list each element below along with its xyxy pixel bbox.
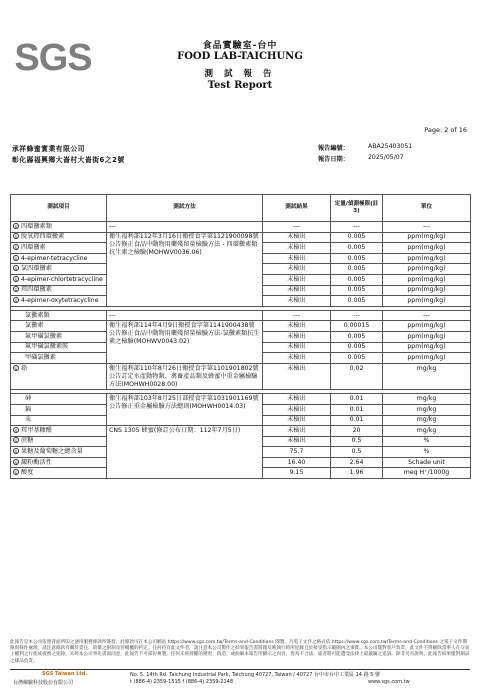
footer-divider — [10, 669, 470, 670]
test-item-name: 汞 — [25, 416, 32, 424]
sgs-logo — [14, 36, 92, 76]
accreditation-mark-icon: S — [14, 365, 18, 371]
accreditation-mark-icon: S — [14, 223, 18, 229]
test-method-cell: 衛生福利部114年4月9日衛授食字第1141900438號公告修正食品中動物用藥殘留量檢驗方法-氯黴素類抗生素之檢驗(MOHWV0043.02) — [107, 321, 263, 363]
accreditation-mark-icon: S — [14, 255, 18, 261]
test-item-name: 4-epimer-oxytetracycline — [21, 296, 99, 304]
footer-contact: t (886-4) 2359-1515 f (886-4) 2359-2148 — [130, 679, 234, 685]
client-name: 承祥蜂蜜實業有限公司 — [12, 145, 85, 153]
test-item-name: 果糖及葡萄糖之總含量 — [21, 448, 83, 456]
page-number: Page: 2 of 16 — [424, 126, 467, 134]
unit-cell: ppm(mg/kg) — [383, 285, 471, 296]
report-date: 2025/05/07 — [368, 154, 404, 161]
sgs-logo-text: SGS — [14, 37, 92, 76]
test-item-name: 甲磺氯黴素 — [25, 353, 56, 361]
unit-cell: ppm(mg/kg) — [383, 353, 471, 364]
test-item-cell — [11, 232, 107, 243]
test-item-name: 4-epimer-chlortetracycline — [21, 275, 103, 283]
limit-cell: 0.005 — [331, 253, 383, 264]
report-date-label: 報告日期： — [318, 156, 349, 163]
test-method-cell: CNS 1305 蜂蜜(修訂公布日期：112年7月5日) — [107, 426, 263, 479]
unit-cell: --- — [383, 310, 471, 321]
limit-cell: 2.64 — [331, 457, 383, 468]
test-result-cell: 未檢出 — [263, 353, 331, 364]
unit-cell: ppm(mg/kg) — [383, 274, 471, 285]
test-method-cell: 衛生福利部103年8月25日部授食字第1031901169號公告修正重金屬檢驗方法總則(MOHWH0014.03) — [107, 394, 263, 426]
footer-company-cn: 台灣檢驗科技股份有限公司 — [13, 680, 74, 686]
test-result-cell: 未檢出 — [263, 274, 331, 285]
test-method-cell: 衛生福利部112年3月16日衛授食字第1121900098號公告修正食品中動物用藥殘留量檢驗方法 - 四環黴素類抗生素之檢驗(MOHWV0036.06) — [107, 232, 263, 306]
report-no: ABA25403051 — [368, 143, 413, 150]
test-item-name: 鎘 — [25, 405, 32, 413]
accreditation-mark-icon: S — [14, 234, 18, 240]
unit-cell: Schade unit — [383, 457, 471, 468]
test-item-cell — [11, 264, 107, 275]
test-result-cell: 未檢出 — [263, 426, 331, 437]
test-result-cell: 未檢出 — [263, 394, 331, 405]
test-method-cell: --- — [107, 310, 263, 321]
limit-cell: 0.5 — [331, 436, 383, 447]
client-address: 彰化縣福興鄉大崙村大崙街6之2號 — [12, 156, 125, 164]
test-result-cell: 未檢出 — [263, 363, 331, 390]
header-test-result: 測試結果 — [263, 195, 331, 222]
table-body — [11, 222, 471, 479]
test-result-cell: 未檢出 — [263, 321, 331, 332]
test-item-cell — [11, 274, 107, 285]
disclaimer-text: 此報告是本公司依照背面所印之通用服務條款所簽發，此條款可在本公司網站 https://www.sgs.com.tw/Terms-and-Conditions 閱覽，凡電子文件之格式依 https://www.sgs.com.tw/Terms-and-Conditions 之電子文件期限與條件處理。請注意條款有關於責任、賠償之限制及管轄權的約定。任何持有此文件者，請注意本公司製作之結果報告書將僅反映執行時所紀錄且於接受指示範圍內之事實。本公司僅對客戶負責，此文件不得解除當事人在交易上權利之行使或義務之免除。未經本公司事先書面同意，此報告不可部份複製。任何未經授權的變更、偽造、或曲解本報告所顯示之內容，皆為不合法，違者將可能遭受法律上最嚴厲之追訴。除非另有說明，此報告結果僅對測試之樣品負責。 — [10, 640, 470, 664]
test-item-cell — [11, 363, 107, 390]
footer-website: www.sgs.com.tw — [368, 679, 410, 685]
unit-cell: --- — [383, 222, 471, 233]
test-item-name: 氯黴素 — [25, 322, 44, 330]
accreditation-mark-icon: S — [14, 470, 18, 476]
test-item-name: 羥甲基糠醛 — [21, 426, 52, 434]
test-item-name: 四環黴素 — [21, 243, 46, 251]
limit-cell: 0.01 — [331, 415, 383, 426]
accreditation-mark-icon: S — [14, 266, 18, 272]
test-item-cell — [11, 285, 107, 296]
test-item-name: 氟甲磺氯黴素 — [25, 332, 63, 340]
test-result-cell: 未檢出 — [263, 232, 331, 243]
limit-cell: 0.005 — [331, 285, 383, 296]
accreditation-mark-icon: S — [14, 276, 18, 282]
footer-company: SGS Taiwan Ltd. — [42, 671, 88, 677]
test-method-cell: --- — [107, 222, 263, 233]
unit-cell: ppm(mg/kg) — [383, 296, 471, 307]
header-unit: 單位 — [383, 195, 471, 222]
test-result-cell: 9.15 — [263, 468, 331, 479]
unit-cell: mg/kg — [383, 404, 471, 415]
unit-cell: meq H⁺/1000g — [383, 468, 471, 479]
test-item-name: 羥四環黴素 — [21, 286, 52, 294]
test-item-cell — [11, 331, 107, 342]
limit-cell: 0.00015 — [331, 321, 383, 332]
test-item-name: 酸度 — [21, 469, 34, 477]
table-row — [11, 310, 471, 321]
limit-cell: 0.005 — [331, 296, 383, 307]
accreditation-mark-icon: S — [14, 287, 18, 293]
test-item-name: 4-epimer-tetracycline — [21, 254, 88, 262]
accreditation-mark-icon: S — [14, 459, 18, 465]
test-result-cell: --- — [263, 310, 331, 321]
accreditation-mark-icon: S — [14, 438, 18, 444]
header-test-item: 測試項目 — [11, 195, 107, 222]
test-result-cell: 16.40 — [263, 457, 331, 468]
test-item-name: 四環黴素類 — [21, 222, 52, 230]
table-row — [11, 426, 471, 437]
unit-cell: ppm(mg/kg) — [383, 232, 471, 243]
unit-cell: ppm(mg/kg) — [383, 331, 471, 342]
test-item-cell — [11, 342, 107, 353]
accreditation-mark-icon: S — [14, 297, 18, 303]
unit-cell: ppm(mg/kg) — [383, 253, 471, 264]
test-item-cell — [11, 253, 107, 264]
limit-cell: 0.01 — [331, 404, 383, 415]
lab-title-en: FOOD LAB-TAICHUNG — [177, 51, 303, 62]
test-item-name: 鉛 — [21, 364, 28, 372]
unit-cell: % — [383, 436, 471, 447]
test-result-cell: 75.7 — [263, 447, 331, 458]
limit-cell: 0.01 — [331, 394, 383, 405]
table-header-row — [11, 195, 471, 222]
header-test-method: 測試方法 — [107, 195, 263, 222]
test-item-cell — [11, 310, 107, 321]
test-result-cell: 未檢出 — [263, 342, 331, 353]
results-table — [10, 194, 471, 479]
unit-cell: ppm(mg/kg) — [383, 243, 471, 254]
unit-cell: mg/kg — [383, 415, 471, 426]
unit-cell: % — [383, 447, 471, 458]
test-result-cell: 未檢出 — [263, 404, 331, 415]
test-item-name: 砷 — [25, 395, 32, 403]
table-row — [11, 363, 471, 390]
footer-address: No. 5, 14th Rd. Taichung Industrial Park, Taichung 40727, Taiwan / 40727 台中市台中工業區 14 路 5 號 — [130, 672, 380, 678]
test-item-cell — [11, 404, 107, 415]
limit-cell: --- — [331, 310, 383, 321]
test-result-cell: 未檢出 — [263, 296, 331, 307]
test-result-cell: 未檢出 — [263, 436, 331, 447]
limit-cell: 0.005 — [331, 232, 383, 243]
test-result-cell: 未檢出 — [263, 285, 331, 296]
test-item-cell — [11, 353, 107, 364]
limit-cell: 1.96 — [331, 468, 383, 479]
test-item-cell — [11, 296, 107, 307]
test-item-cell — [11, 222, 107, 233]
test-item-cell — [11, 447, 107, 458]
test-item-cell — [11, 321, 107, 332]
accreditation-mark-icon: S — [14, 244, 18, 250]
unit-cell: ppm(mg/kg) — [383, 321, 471, 332]
test-item-cell — [11, 436, 107, 447]
table-row — [11, 222, 471, 233]
test-result-cell: 未檢出 — [263, 253, 331, 264]
test-item-name: 蔗糖 — [21, 437, 34, 445]
report-no-label: 報告編號： — [318, 145, 349, 152]
test-item-cell — [11, 394, 107, 405]
accreditation-mark-icon: S — [14, 449, 18, 455]
test-item-cell — [11, 468, 107, 479]
limit-cell: 0.005 — [331, 274, 383, 285]
test-result-cell: 未檢出 — [263, 415, 331, 426]
test-item-cell — [11, 415, 107, 426]
table-row — [11, 232, 471, 243]
limit-cell: 0.02 — [331, 363, 383, 390]
unit-cell: mg/kg — [383, 426, 471, 437]
table-row — [11, 394, 471, 405]
accreditation-mark-icon: S — [14, 427, 18, 433]
limit-cell: --- — [331, 222, 383, 233]
test-item-cell — [11, 243, 107, 254]
limit-cell: 0.005 — [331, 342, 383, 353]
limit-cell: 0.5 — [331, 447, 383, 458]
limit-cell: 20 — [331, 426, 383, 437]
test-item-cell — [11, 426, 107, 437]
limit-cell: 0.005 — [331, 353, 383, 364]
test-result-cell: 未檢出 — [263, 264, 331, 275]
test-result-cell: --- — [263, 222, 331, 233]
report-title-cn: 測 試 報 告 — [204, 69, 276, 79]
test-item-cell — [11, 457, 107, 468]
unit-cell: mg/kg — [383, 394, 471, 405]
test-item-name: 澱粉酶活性 — [21, 458, 52, 466]
unit-cell: ppm(mg/kg) — [383, 342, 471, 353]
test-item-name: 氯黴素類 — [25, 311, 50, 319]
test-item-name: 脫氧羥四環黴素 — [21, 233, 65, 241]
test-result-cell: 未檢出 — [263, 331, 331, 342]
report-title-en: Test Report — [207, 80, 273, 91]
test-item-name: 氟甲磺氯黴素胺 — [25, 343, 69, 351]
test-method-cell: 衛生福利部110年8月26日衛授食字第1101901802號公告訂定水產動物類、禽畜產品類及蜂蜜中重金屬檢驗方法(MOHWH0028.00) — [107, 363, 263, 390]
limit-cell: 0.005 — [331, 264, 383, 275]
unit-cell: ppm(mg/kg) — [383, 264, 471, 275]
test-item-name: 氯四環黴素 — [21, 265, 52, 273]
table-row — [11, 321, 471, 332]
lab-title-cn: 食品實驗室-台中 — [202, 41, 278, 51]
limit-cell: 0.005 — [331, 331, 383, 342]
test-result-cell: 未檢出 — [263, 243, 331, 254]
unit-cell: mg/kg — [383, 363, 471, 390]
header-limit: 定量/偵測極限(註3) — [331, 195, 383, 222]
limit-cell: 0.005 — [331, 243, 383, 254]
